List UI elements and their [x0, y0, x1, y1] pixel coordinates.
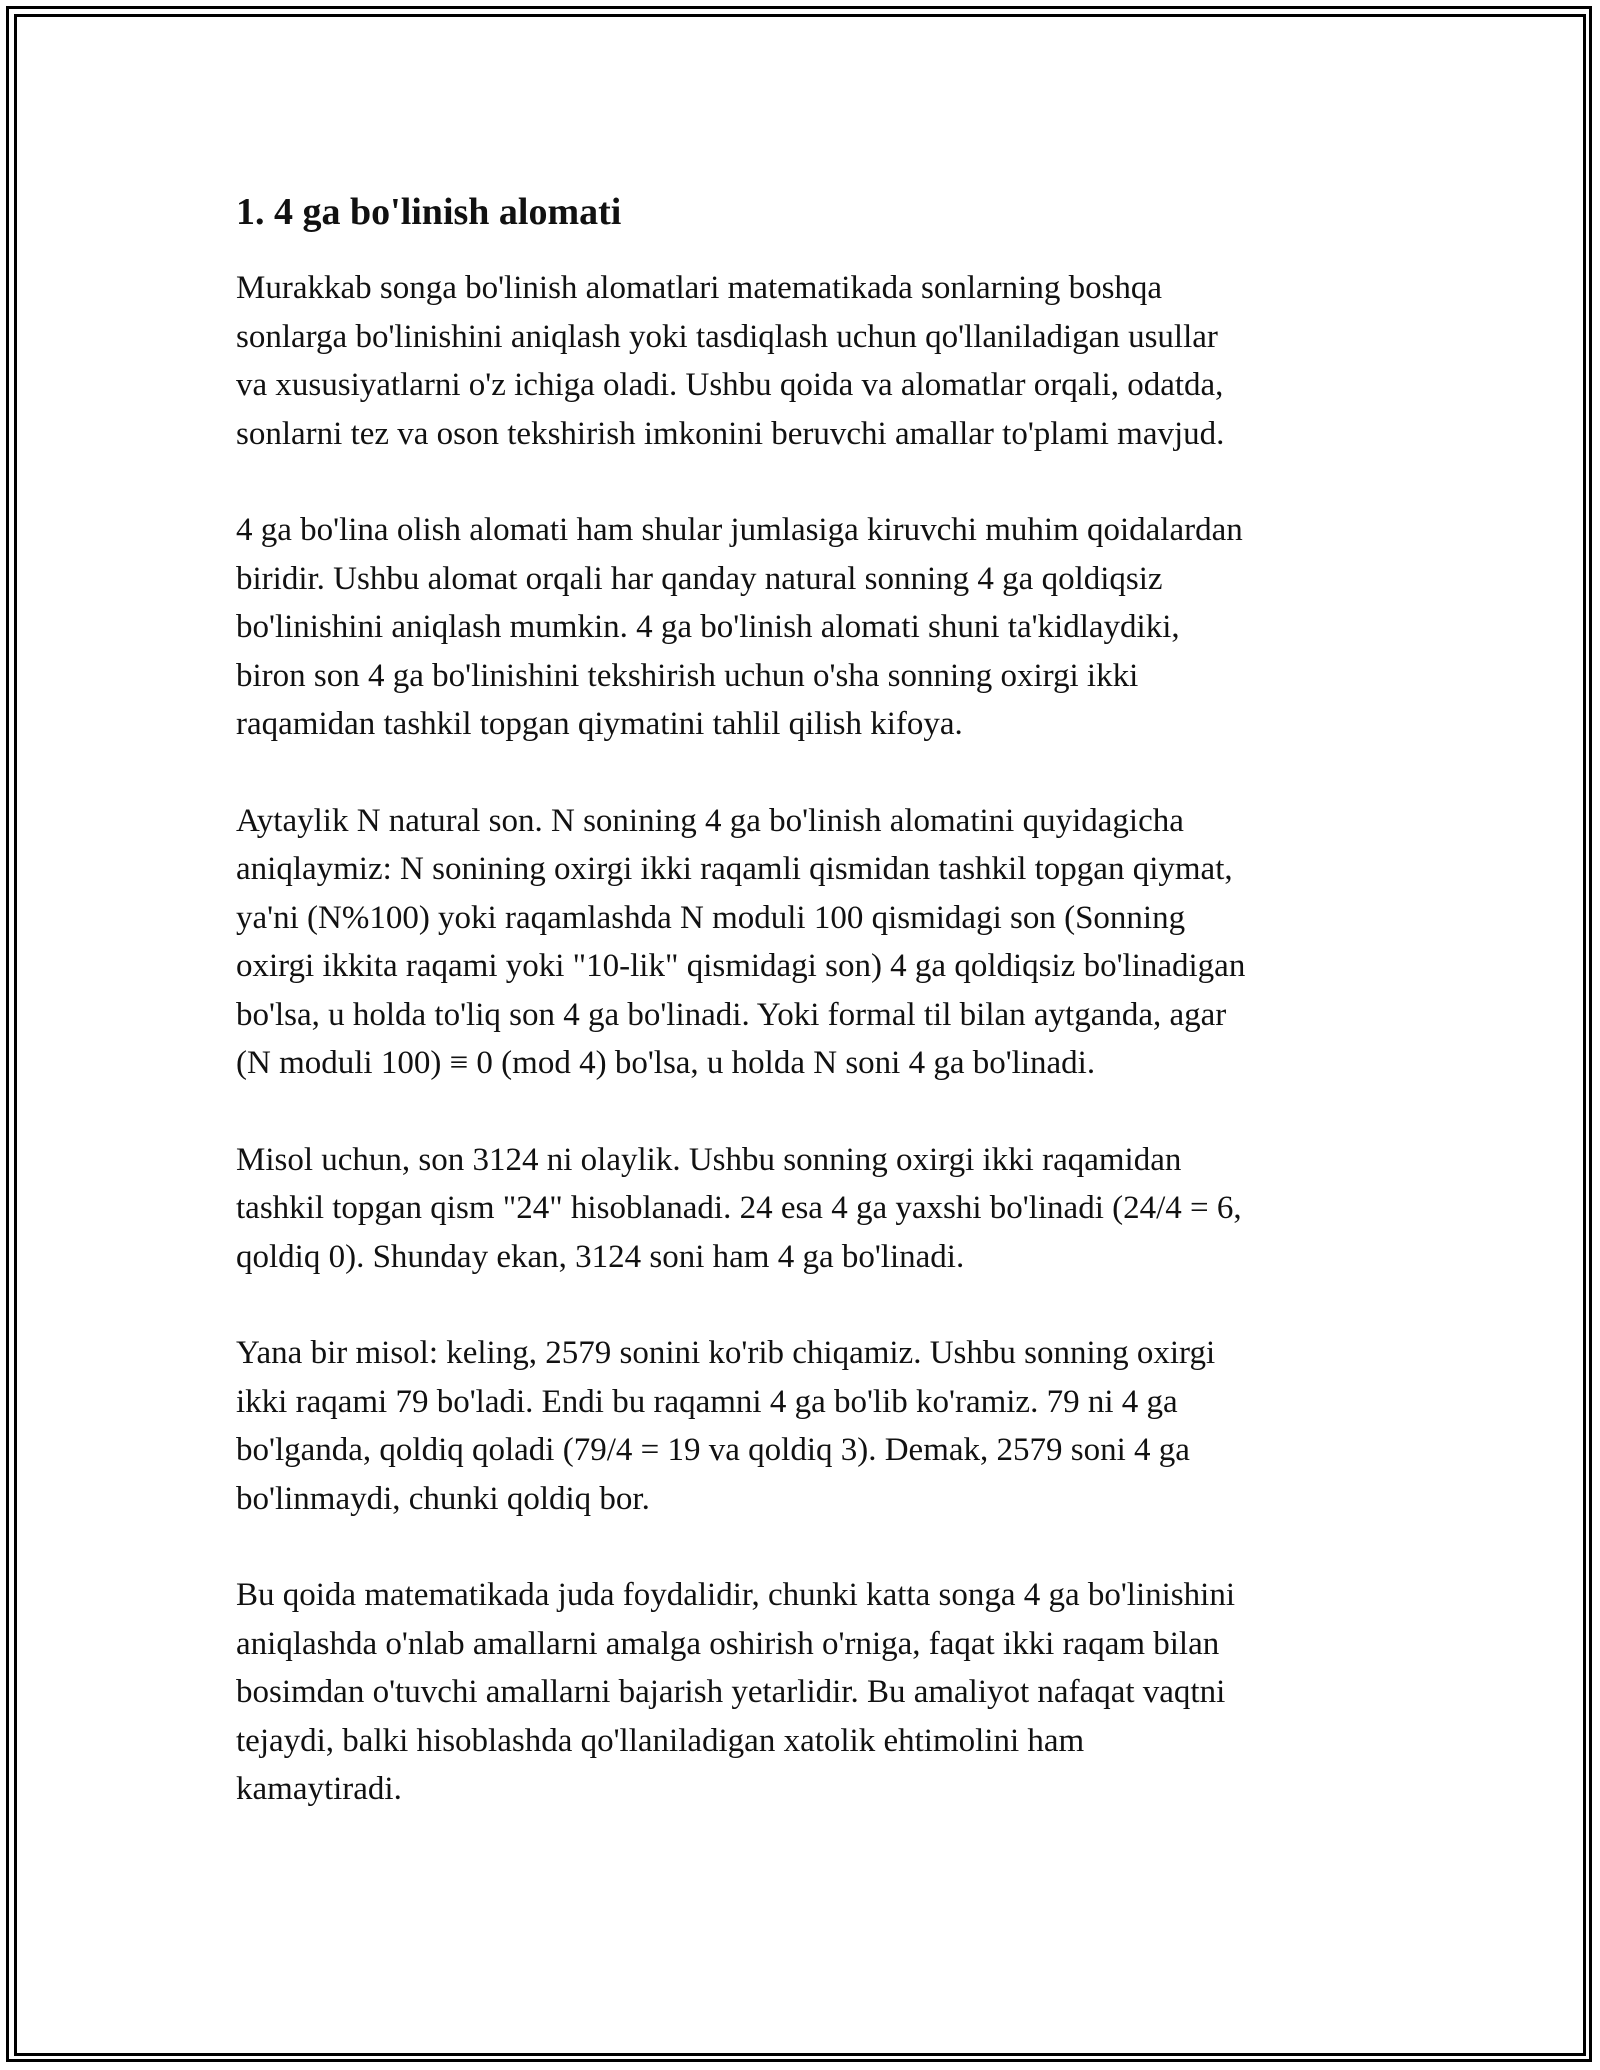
- document-body: [236, 186, 1366, 1862]
- section-heading: 1. 4 ga bo'linish alomati: [236, 191, 622, 233]
- paragraph-example-2579: Yana bir misol: keling, 2579 sonini ko'rib chiqamiz. Ushbu sonning oxirgi ikki raqami 79 bo'ladi. Endi bu raqamni 4 ga bo'lib ko'ramiz. 79 ni 4 ga bo'lganda, qoldiq qoladi (79/4 = 19 va qoldiq 3). Demak, 2579 soni 4 ga bo'linmaydi, chunki qoldiq bor.: [236, 1335, 1216, 1517]
- paragraph-rule-importance: 4 ga bo'lina olish alomati ham shular jumlasiga kiruvchi muhim qoidalardan biridir. Ushbu alomat orqali har qanday natural sonning 4 ga qoldiqsiz bo'linishini aniqlash mumkin. 4 ga bo'linish alomati shuni ta'kidlaydiki, biron son 4 ga bo'linishini tekshirish uchun o'sha sonning oxirgi ikki raqamidan tashkil topgan qiymatini tahlil qilish kifoya.: [236, 512, 1243, 742]
- paragraph-example-3124: Misol uchun, son 3124 ni olaylik. Ushbu sonning oxirgi ikki raqamidan tashkil topgan qism "24" hisoblanadi. 24 esa 4 ga yaxshi bo'linadi (24/4 = 6, qoldiq 0). Shunday ekan, 3124 soni ham 4 ga bo'linadi.: [236, 1141, 1242, 1275]
- paragraph-rule-definition: Aytaylik N natural son. N sonining 4 ga bo'linish alomatini quyidagicha aniqlaymiz: N sonining oxirgi ikki raqamli qismidan tashkil topgan qiymat, ya'ni (N%100) yoki raqamlashda N moduli 100 qismidagi son (Sonning oxirgi ikkita raqami yoki "10-lik" qismidagi son) 4 ga qoldiqsiz bo'linadigan bo'lsa, u holda to'liq son 4 ga bo'linadi. Yoki formal til bilan aytganda, agar (N moduli 100) ≡ 0 (mod 4) bo'lsa, u holda N soni 4 ga bo'linadi.: [236, 802, 1246, 1081]
- paragraph-conclusion: Bu qoida matematikada juda foydalidir, chunki katta songa 4 ga bo'linishini aniqlashda o'nlab amallarni amalga oshirish o'rniga, faqat ikki raqam bilan bosimdan o'tuvchi amallarni bajarish yetarlidir. Bu amaliyot nafaqat vaqtni tejaydi, balki hisoblashda qo'llaniladigan xatolik ehtimolini ham kamaytiradi.: [236, 1577, 1235, 1807]
- paragraph-intro: Murakkab songa bo'linish alomatlari matematikada sonlarning boshqa sonlarga bo'linishini aniqlash yoki tasdiqlash uchun qo'llaniladigan usullar va xususiyatlarni o'z ichiga oladi. Ushbu qoida va alomatlar orqali, odatda, sonlarni tez va oson tekshirish imkonini beruvchi amallar to'plami mavjud.: [236, 270, 1225, 452]
